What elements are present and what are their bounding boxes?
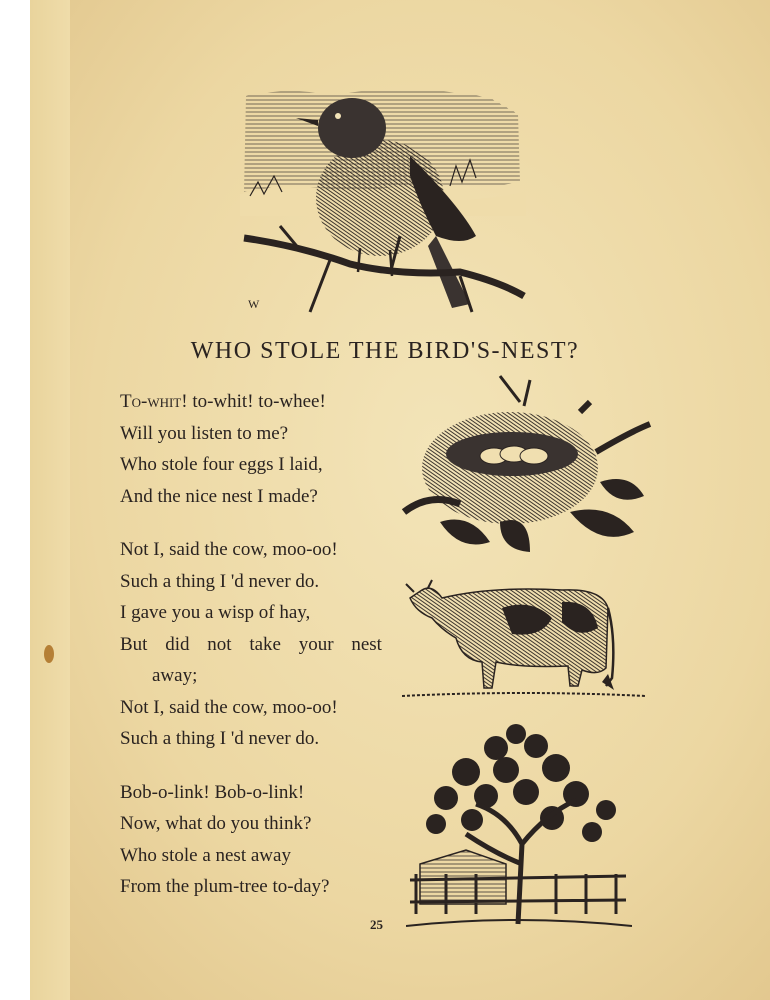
svg-text:W: W [248,297,260,311]
robin-illustration [240,86,530,322]
paper-stain [44,645,54,663]
poem-line: Bob-o-link! Bob-o-link! [120,781,305,803]
poem-word: nest [351,633,382,655]
poem-line: From the plum-tree to-day? [120,876,330,897]
torn-page-edge [0,500,30,1000]
poem-line: Such a thing I 'd never do. [120,728,320,749]
poem-line: Not I, said the cow, moo-oo! [120,696,338,718]
page-gutter [30,0,70,1000]
poem-line: away; [152,665,198,686]
bird-nest-illustration [400,372,656,572]
stanza-break [120,755,400,777]
poem-word: But [120,633,148,655]
poem-line-justified [120,629,382,661]
poem-line: I gave you a wisp of hay, [120,602,311,623]
poem-word: did [165,633,190,655]
poem-line: Who stole a nest away [120,844,291,866]
page-title: WHO STOLE THE BIRD'S-NEST? [190,338,580,364]
poem-line: Who stole four eggs I laid, [120,454,323,475]
poem-line-text: ! to-whit! to-whee! [181,391,326,412]
poem-word: not [207,633,232,655]
stanza-break [120,512,400,534]
poem [120,386,400,903]
poem-line: Not I, said the cow, moo-oo! [120,539,338,560]
plum-tree-illustration [406,714,632,936]
poem-line: Such a thing I 'd never do. [120,570,320,592]
cow-illustration [402,578,648,708]
poem-line: Will you listen to me? [120,422,289,444]
poem-word: your [298,633,334,655]
poem-line: Now, what do you think? [120,813,312,834]
poem-word: take [249,633,281,655]
poem-line: And the nice nest I made? [120,485,318,507]
page-number: 25 [370,917,383,932]
poem-line [120,386,400,418]
small-caps-word: To-whit [120,391,182,412]
